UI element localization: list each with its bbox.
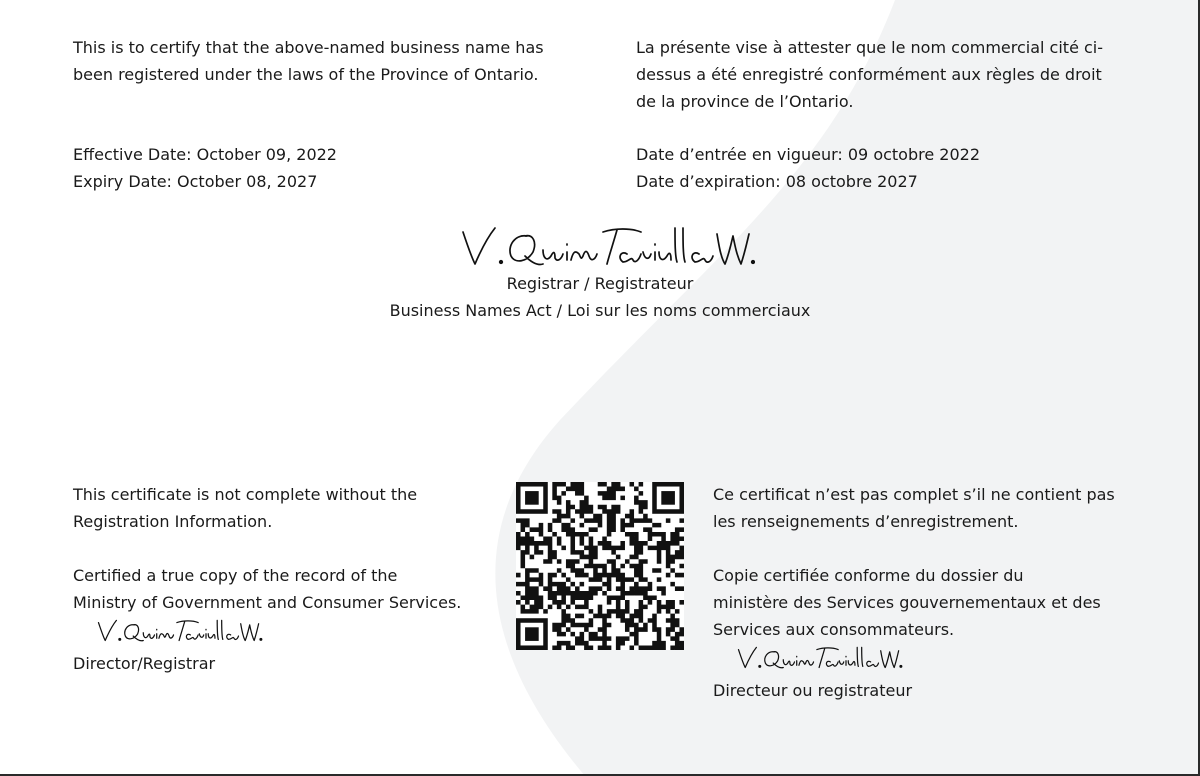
en-certify-line-1: This is to certify that the above-named business name has: [73, 38, 544, 57]
registrar-signature: [455, 222, 755, 272]
en-certify-line-2: been registered under the laws of the Province of Ontario.: [73, 65, 539, 84]
en-incomplete-line-2: Registration Information.: [73, 512, 273, 531]
fr-certify-line-2: dessus a été enregistré conformément aux règles de droit: [636, 65, 1102, 84]
fr-certified-line-2: ministère des Services gouvernementaux et des: [713, 593, 1101, 612]
fr-certified-line-1: Copie certifiée conforme du dossier du: [713, 566, 1024, 585]
fr-certified-line-3: Services aux consommateurs.: [713, 620, 955, 639]
en-certified-text: [73, 562, 503, 616]
director-signature-en: [82, 617, 274, 645]
en-expiry-date: Expiry Date: October 08, 2027: [73, 172, 318, 191]
en-certified-line-1: Certified a true copy of the record of the: [73, 566, 398, 585]
fr-expiry-date: Date d’expiration: 08 octobre 2027: [636, 172, 918, 191]
fr-dates: [636, 141, 1156, 195]
en-dates: [73, 141, 593, 195]
fr-certified-text: [713, 562, 1183, 643]
fr-certify-line-3: de la province de l’Ontario.: [636, 92, 854, 111]
en-director-role: [73, 650, 503, 677]
fr-director-role-text: Directeur ou registrateur: [713, 681, 913, 700]
fr-incomplete-line-1: Ce certificat n’est pas complet s’il ne contient pas: [713, 485, 1115, 504]
registrar-title: Registrar / Registrateur: [506, 274, 694, 293]
fr-certify-line-1: La présente vise à attester que le nom commercial cité ci-: [636, 38, 1104, 57]
en-certified-line-2: Ministry of Government and Consumer Services.: [73, 593, 462, 612]
fr-incomplete-text: [713, 481, 1183, 535]
fr-certify-text: [636, 34, 1156, 115]
en-director-role-text: Director/Registrar: [73, 654, 216, 673]
registrar-act: Business Names Act / Loi sur les noms commerciaux: [389, 301, 811, 320]
fr-effective-date: Date d’entrée en vigueur: 09 octobre 2022: [636, 145, 980, 164]
fr-director-role: [713, 677, 1183, 704]
en-effective-date: Effective Date: October 09, 2022: [73, 145, 337, 164]
registrar-block: [300, 270, 900, 324]
director-signature-fr: [722, 644, 914, 672]
qr-code-icon: [516, 482, 684, 650]
en-incomplete-text: [73, 481, 503, 535]
en-incomplete-line-1: This certificate is not complete without the: [73, 485, 418, 504]
en-certify-text: [73, 34, 593, 88]
fr-incomplete-line-2: les renseignements d’enregistrement.: [713, 512, 1019, 531]
